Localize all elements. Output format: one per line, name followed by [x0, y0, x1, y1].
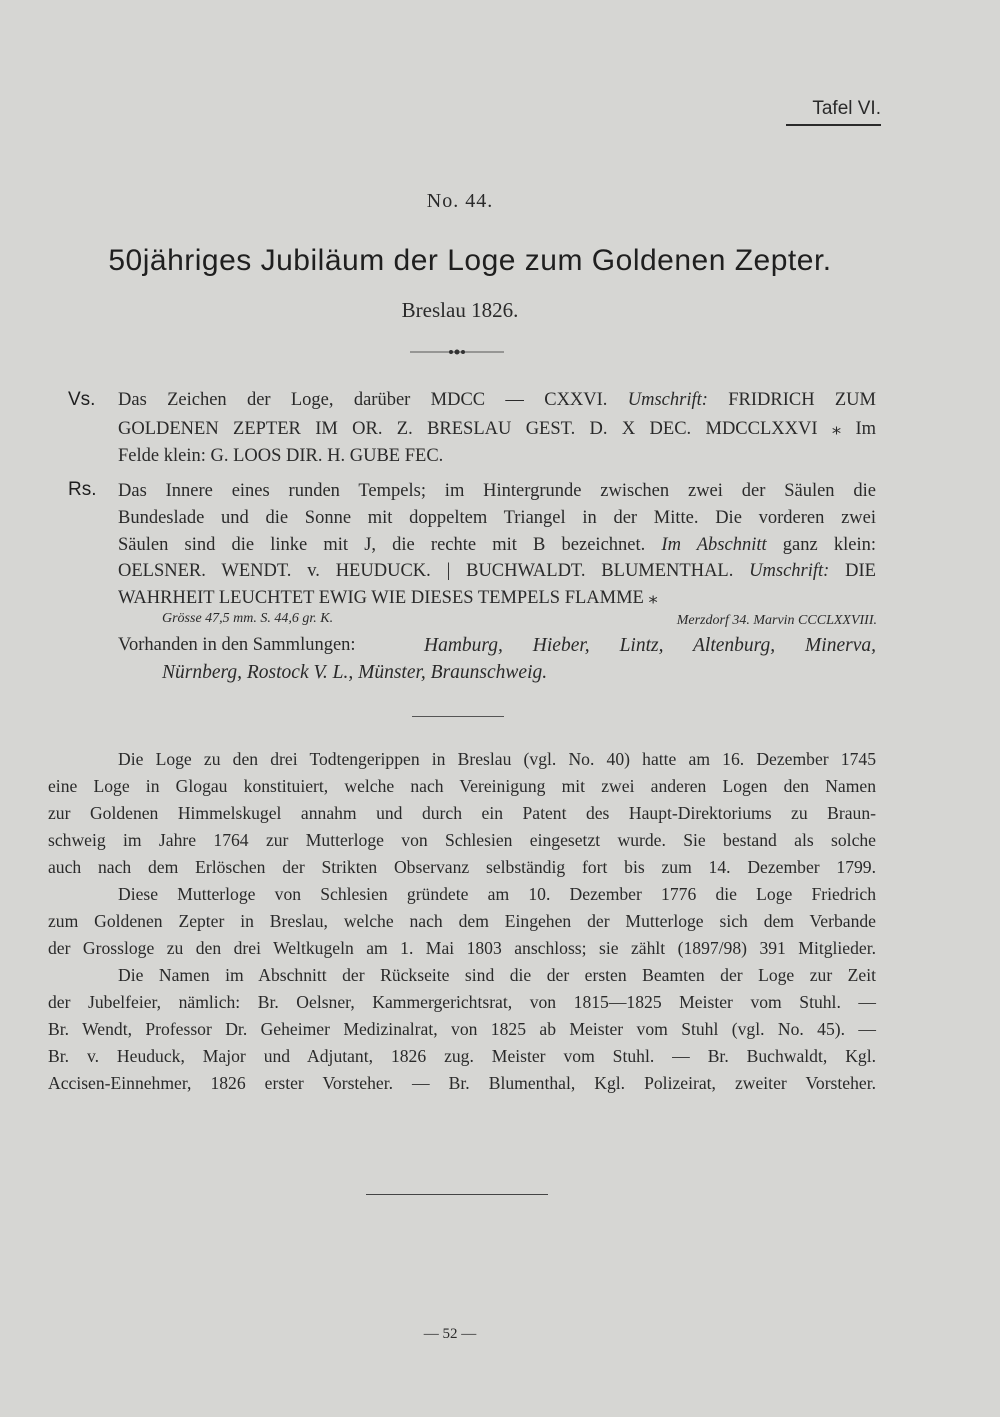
- reverse-line-3: [118, 535, 876, 556]
- obverse-umschrift: Umschrift:: [627, 390, 708, 410]
- reverse-line-3-end: ganz klein:: [766, 535, 876, 555]
- page-title: 50jähriges Jubiläum der Loge zum Goldenen Zepter.: [108, 244, 832, 277]
- end-divider: [366, 1194, 548, 1195]
- obverse-line-3: Felde klein: G. LOOS DIR. H. GUBE FEC.: [118, 446, 444, 466]
- ornament-divider: [410, 346, 504, 358]
- reverse-umschrift: Umschrift:: [749, 561, 830, 581]
- collections-label: Vorhanden in den Sammlungen:: [118, 635, 356, 655]
- body-line-1: Die Loge zu den drei Todtengerippen in Breslau (vgl. No. 40) hatte am 16. Dezember 1745: [118, 749, 876, 769]
- page-number: — 52 —: [423, 1326, 477, 1342]
- body-line-3: zur Goldenen Himmelskugel annahm und durch ein Patent des Haupt-Direktoriums zu Braun-: [48, 803, 876, 823]
- entry-number: No. 44.: [426, 190, 494, 212]
- plate-label: Tafel VI.: [786, 98, 881, 126]
- reverse-line-3-text: Säulen sind die linke mit J, die rechte mit B bezeichnet.: [118, 535, 662, 555]
- obverse-line-1-text: Das Zeichen der Loge, darüber MDCC — CXXVI.: [118, 390, 628, 410]
- body-line-7: zum Goldenen Zepter in Breslau, welche nach dem Eingehen der Mutterloge sich dem Verbande: [48, 911, 876, 931]
- size-weight: Grösse 47,5 mm. S. 44,6 gr. K.: [162, 611, 334, 626]
- obverse-line-2: GOLDENEN ZEPTER IM OR. Z. BRESLAU GEST. D. X DEC. MDCCLXXVI ⁎ Im: [118, 419, 876, 439]
- place-date: Breslau 1826.: [401, 298, 519, 322]
- collections-list-2: Nürnberg, Rostock V. L., Münster, Braunschweig.: [162, 662, 548, 683]
- reverse-line-2: Bundeslade und die Sonne mit doppeltem Triangel in der Mitte. Die vorderen zwei: [118, 508, 876, 528]
- body-line-12: Br. v. Heuduck, Major und Adjutant, 1826 zug. Meister vom Stuhl. — Br. Buchwaldt, Kgl.: [48, 1046, 876, 1066]
- obverse-label: Vs.: [68, 389, 96, 410]
- body-line-13: Accisen-Einnehmer, 1826 erster Vorsteher. — Br. Blumenthal, Kgl. Polizeirat, zweiter Vorsteher.: [48, 1073, 876, 1093]
- body-line-9: Die Namen im Abschnitt der Rückseite sind die der ersten Beamten der Loge zur Zeit: [118, 965, 876, 985]
- reverse-line-4-end: DIE: [829, 561, 876, 581]
- body-line-4: schweig im Jahre 1764 zur Mutterloge von Schlesien eingesetzt wurde. Sie bestand als solche: [48, 830, 876, 850]
- references: Merzdorf 34. Marvin CCCLXXVIII.: [676, 613, 877, 628]
- section-divider: [412, 716, 504, 717]
- reverse-label: Rs.: [68, 479, 97, 500]
- body-line-2: eine Loge in Glogau konstituiert, welche nach Vereinigung mit zwei anderen Logen den Namen: [48, 776, 876, 796]
- body-line-10: der Jubelfeier, nämlich: Br. Oelsner, Kammergerichtsrat, von 1815—1825 Meister vom Stuhl. —: [48, 992, 876, 1012]
- obverse-line-1: [118, 390, 876, 411]
- reverse-line-4-text: OELSNER. WENDT. v. HEUDUCK. | BUCHWALDT. BLUMENTHAL.: [118, 561, 750, 581]
- body-line-5: auch nach dem Erlöschen der Strikten Observanz selbständig fort bis zum 14. Dezember 1799.: [48, 857, 876, 877]
- reverse-abschnitt: Im Abschnitt: [661, 535, 767, 555]
- body-line-8: der Grossloge zu den drei Weltkugeln am 1. Mai 1803 anschloss; sie zählt (1897/98) 391 Mitglieder.: [48, 938, 876, 958]
- collections-list-1: Hamburg, Hieber, Lintz, Altenburg, Minerva,: [424, 635, 876, 656]
- reverse-line-1: Das Innere eines runden Tempels; im Hintergrunde zwischen zwei der Säulen die: [118, 481, 876, 501]
- body-line-11: Br. Wendt, Professor Dr. Geheimer Medizinalrat, von 1825 ab Meister vom Stuhl (vgl. No. 45). —: [48, 1019, 876, 1039]
- obverse-line-1-end: FRIDRICH ZUM: [707, 390, 876, 410]
- reverse-line-4: [118, 561, 876, 582]
- body-line-6: Diese Mutterloge von Schlesien gründete am 10. Dezember 1776 die Loge Friedrich: [118, 884, 876, 904]
- reverse-line-5: WAHRHEIT LEUCHTET EWIG WIE DIESES TEMPELS FLAMME ⁎: [118, 588, 658, 608]
